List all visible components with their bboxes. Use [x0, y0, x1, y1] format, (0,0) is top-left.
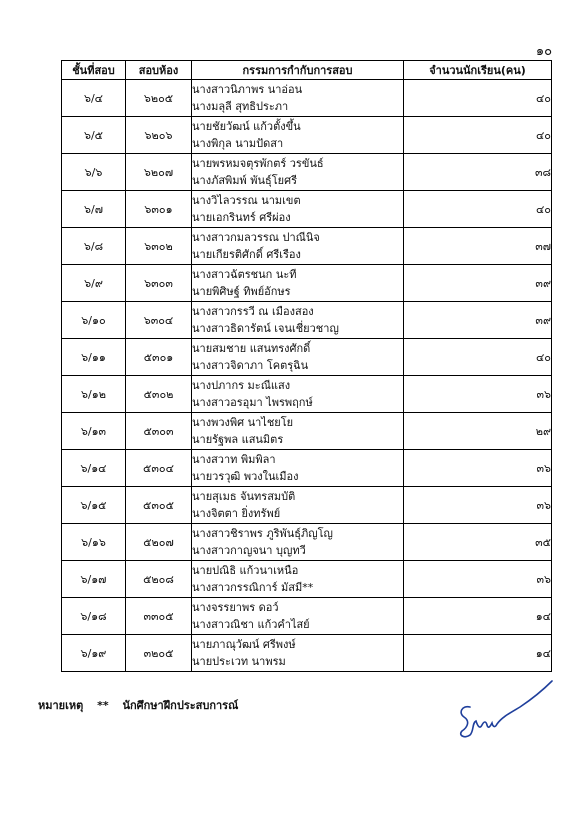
class-cell: ๖/๖	[62, 154, 126, 191]
room-cell: ๖๓๐๓	[126, 265, 192, 302]
room-cell: ๖๓๐๒	[126, 228, 192, 265]
student-count-cell: ๑๔	[404, 598, 552, 635]
proctors-cell	[192, 339, 404, 376]
student-count-cell: ๓๙	[404, 302, 552, 339]
proctor-name: นางสาวกรรณิการ์ มัสมี**	[192, 581, 314, 594]
proctor-name: นางสาวจิดาภา โคตรุฉิน	[192, 359, 309, 372]
proctors-cell	[192, 561, 404, 598]
proctor-name: นายประเวท นาพรม	[192, 655, 286, 668]
class-cell: ๖/๔	[62, 80, 126, 117]
proctor-name: นางสาวกรรวี ณ เมืองสอง	[192, 305, 314, 318]
table-row	[62, 561, 552, 598]
class-cell: ๖/๕	[62, 117, 126, 154]
student-count-cell: ๔๐	[404, 339, 552, 376]
room-cell: ๓๓๐๕	[126, 598, 192, 635]
proctors-cell	[192, 413, 404, 450]
proctor-name: นายภาณุวัฒน์ ศรีพงษ์	[192, 638, 296, 651]
proctor-name: นายปณิธิ แก้วนาเหนือ	[192, 564, 299, 577]
table-row	[62, 413, 552, 450]
table-row	[62, 154, 552, 191]
proctor-name: นางจิตตา ยิ่งทรัพย์	[192, 507, 281, 520]
room-cell: ๕๓๐๔	[126, 450, 192, 487]
room-cell: ๕๓๐๕	[126, 487, 192, 524]
proctors-cell	[192, 228, 404, 265]
proctors-cell	[192, 117, 404, 154]
student-count-cell: ๓๙	[404, 265, 552, 302]
table-row	[62, 117, 552, 154]
student-count-cell: ๓๖	[404, 450, 552, 487]
table-row	[62, 450, 552, 487]
proctor-name: นางสาวณิชา แก้วคำไสย์	[192, 618, 310, 631]
table-row	[62, 191, 552, 228]
footnote	[38, 696, 248, 714]
proctors-cell	[192, 524, 404, 561]
table-row	[62, 302, 552, 339]
footnote-text: นักศึกษาฝึกประสบการณ์	[122, 699, 239, 712]
room-cell: ๕๓๐๓	[126, 413, 192, 450]
proctor-name: นางสาวธิดารัตน์ เจนเชี่ยวชาญ	[192, 322, 339, 335]
proctor-name: นางสาวชิราพร ภูริพันธุ์ภิญโญ	[192, 527, 333, 540]
proctor-name: นายรัฐพล แสนมิตร	[192, 433, 284, 446]
header-room: สอบห้อง	[126, 61, 192, 80]
class-cell: ๖/๑๑	[62, 339, 126, 376]
class-cell: ๖/๑๖	[62, 524, 126, 561]
header-student-count: จำนวนนักเรียน(คน)	[404, 61, 552, 80]
proctors-cell	[192, 154, 404, 191]
footnote-label: หมายเหตุ	[38, 699, 84, 712]
student-count-cell: ๓๕	[404, 524, 552, 561]
student-count-cell: ๓๖	[404, 376, 552, 413]
class-cell: ๖/๑๙	[62, 635, 126, 672]
room-cell: ๖๒๐๗	[126, 154, 192, 191]
class-cell: ๖/๗	[62, 191, 126, 228]
proctors-cell	[192, 302, 404, 339]
class-cell: ๖/๑๐	[62, 302, 126, 339]
table-row	[62, 80, 552, 117]
proctors-cell	[192, 80, 404, 117]
student-count-cell: ๓๖	[404, 487, 552, 524]
proctor-name: นางวิไลวรรณ นามเขต	[192, 194, 301, 207]
proctors-cell	[192, 635, 404, 672]
proctor-name: นางมลุลี สุทธิประภา	[192, 100, 289, 113]
proctor-name: นายชัยวัฒน์ แก้วตั้งขึ้น	[192, 120, 301, 133]
room-cell: ๕๒๐๗	[126, 524, 192, 561]
header-proctors: กรรมการกำกับการสอบ	[192, 61, 404, 80]
room-cell: ๖๒๐๕	[126, 80, 192, 117]
proctor-name: นายสุเมธ จันทรสมบัติ	[192, 490, 296, 503]
room-cell: ๕๓๐๑	[126, 339, 192, 376]
table-row	[62, 339, 552, 376]
class-cell: ๖/๙	[62, 265, 126, 302]
table-row	[62, 598, 552, 635]
student-count-cell: ๒๙	[404, 413, 552, 450]
student-count-cell: ๓๖	[404, 561, 552, 598]
room-cell: ๖๓๐๔	[126, 302, 192, 339]
class-cell: ๖/๑๘	[62, 598, 126, 635]
class-cell: ๖/๑๓	[62, 413, 126, 450]
proctors-cell	[192, 191, 404, 228]
table-row	[62, 524, 552, 561]
table-row	[62, 228, 552, 265]
student-count-cell: ๔๐	[404, 191, 552, 228]
table-row	[62, 376, 552, 413]
proctors-cell	[192, 598, 404, 635]
table-header-row	[62, 61, 552, 80]
proctors-cell	[192, 376, 404, 413]
room-cell: ๖๓๐๑	[126, 191, 192, 228]
proctor-name: นายพรหมจตุรพักตร์ วรขันธ์	[192, 157, 324, 170]
class-cell: ๖/๑๕	[62, 487, 126, 524]
room-cell: ๕๓๐๒	[126, 376, 192, 413]
proctor-name: นางสาวนิภาพร นาอ่อน	[192, 83, 303, 96]
student-count-cell: ๓๗	[404, 228, 552, 265]
proctor-name: นายวรวุฒิ พวงในเมือง	[192, 470, 299, 483]
proctor-name: นายเกียรติศักดิ์ ศรีเรือง	[192, 248, 301, 261]
proctor-name: นายสมชาย แสนทรงศักดิ์	[192, 342, 311, 355]
proctor-name: นางสาวกมลวรรณ ปาณีนิจ	[192, 231, 320, 244]
class-cell: ๖/๑๔	[62, 450, 126, 487]
room-cell: ๕๒๐๘	[126, 561, 192, 598]
student-count-cell: ๑๔	[404, 635, 552, 672]
room-cell: ๖๒๐๖	[126, 117, 192, 154]
proctor-name: นายพิศิษฐ์ ทิพย์อักษร	[192, 285, 291, 298]
class-cell: ๖/๑๗	[62, 561, 126, 598]
proctor-name: นายเอกรินทร์ ศรีผ่อง	[192, 211, 291, 224]
proctor-name: นางสาวฉัตรชนก นะที	[192, 268, 297, 281]
proctors-cell	[192, 265, 404, 302]
proctor-name: นางสาวอรอุมา ไพรพฤกษ์	[192, 396, 313, 409]
proctor-name: นางปภากร มะณีแสง	[192, 379, 291, 392]
proctor-name: นางพวงพิศ นาไชยโย	[192, 416, 294, 429]
room-cell: ๓๒๐๕	[126, 635, 192, 672]
footnote-marker: **	[97, 699, 109, 712]
proctor-name: นางสาวกาญจนา บุญทวี	[192, 544, 306, 557]
proctors-cell	[192, 450, 404, 487]
proctor-name: นางภัสพิมพ์ พันธุ์โยศรี	[192, 174, 298, 187]
exam-proctor-table	[61, 60, 552, 672]
class-cell: ๖/๑๒	[62, 376, 126, 413]
proctor-name: นางสวาท พิมพิลา	[192, 453, 276, 466]
table-row	[62, 487, 552, 524]
student-count-cell: ๔๐	[404, 117, 552, 154]
page-number: ๑๐	[535, 44, 552, 59]
proctors-cell	[192, 487, 404, 524]
header-class: ชั้นที่สอบ	[62, 61, 126, 80]
proctor-name: นางจรรยาพร ดอว์	[192, 601, 279, 614]
signature-image	[440, 665, 560, 750]
class-cell: ๖/๘	[62, 228, 126, 265]
table-row	[62, 265, 552, 302]
student-count-cell: ๓๘	[404, 154, 552, 191]
student-count-cell: ๔๐	[404, 80, 552, 117]
proctor-name: นางพิกุล นามปัดสา	[192, 137, 284, 150]
